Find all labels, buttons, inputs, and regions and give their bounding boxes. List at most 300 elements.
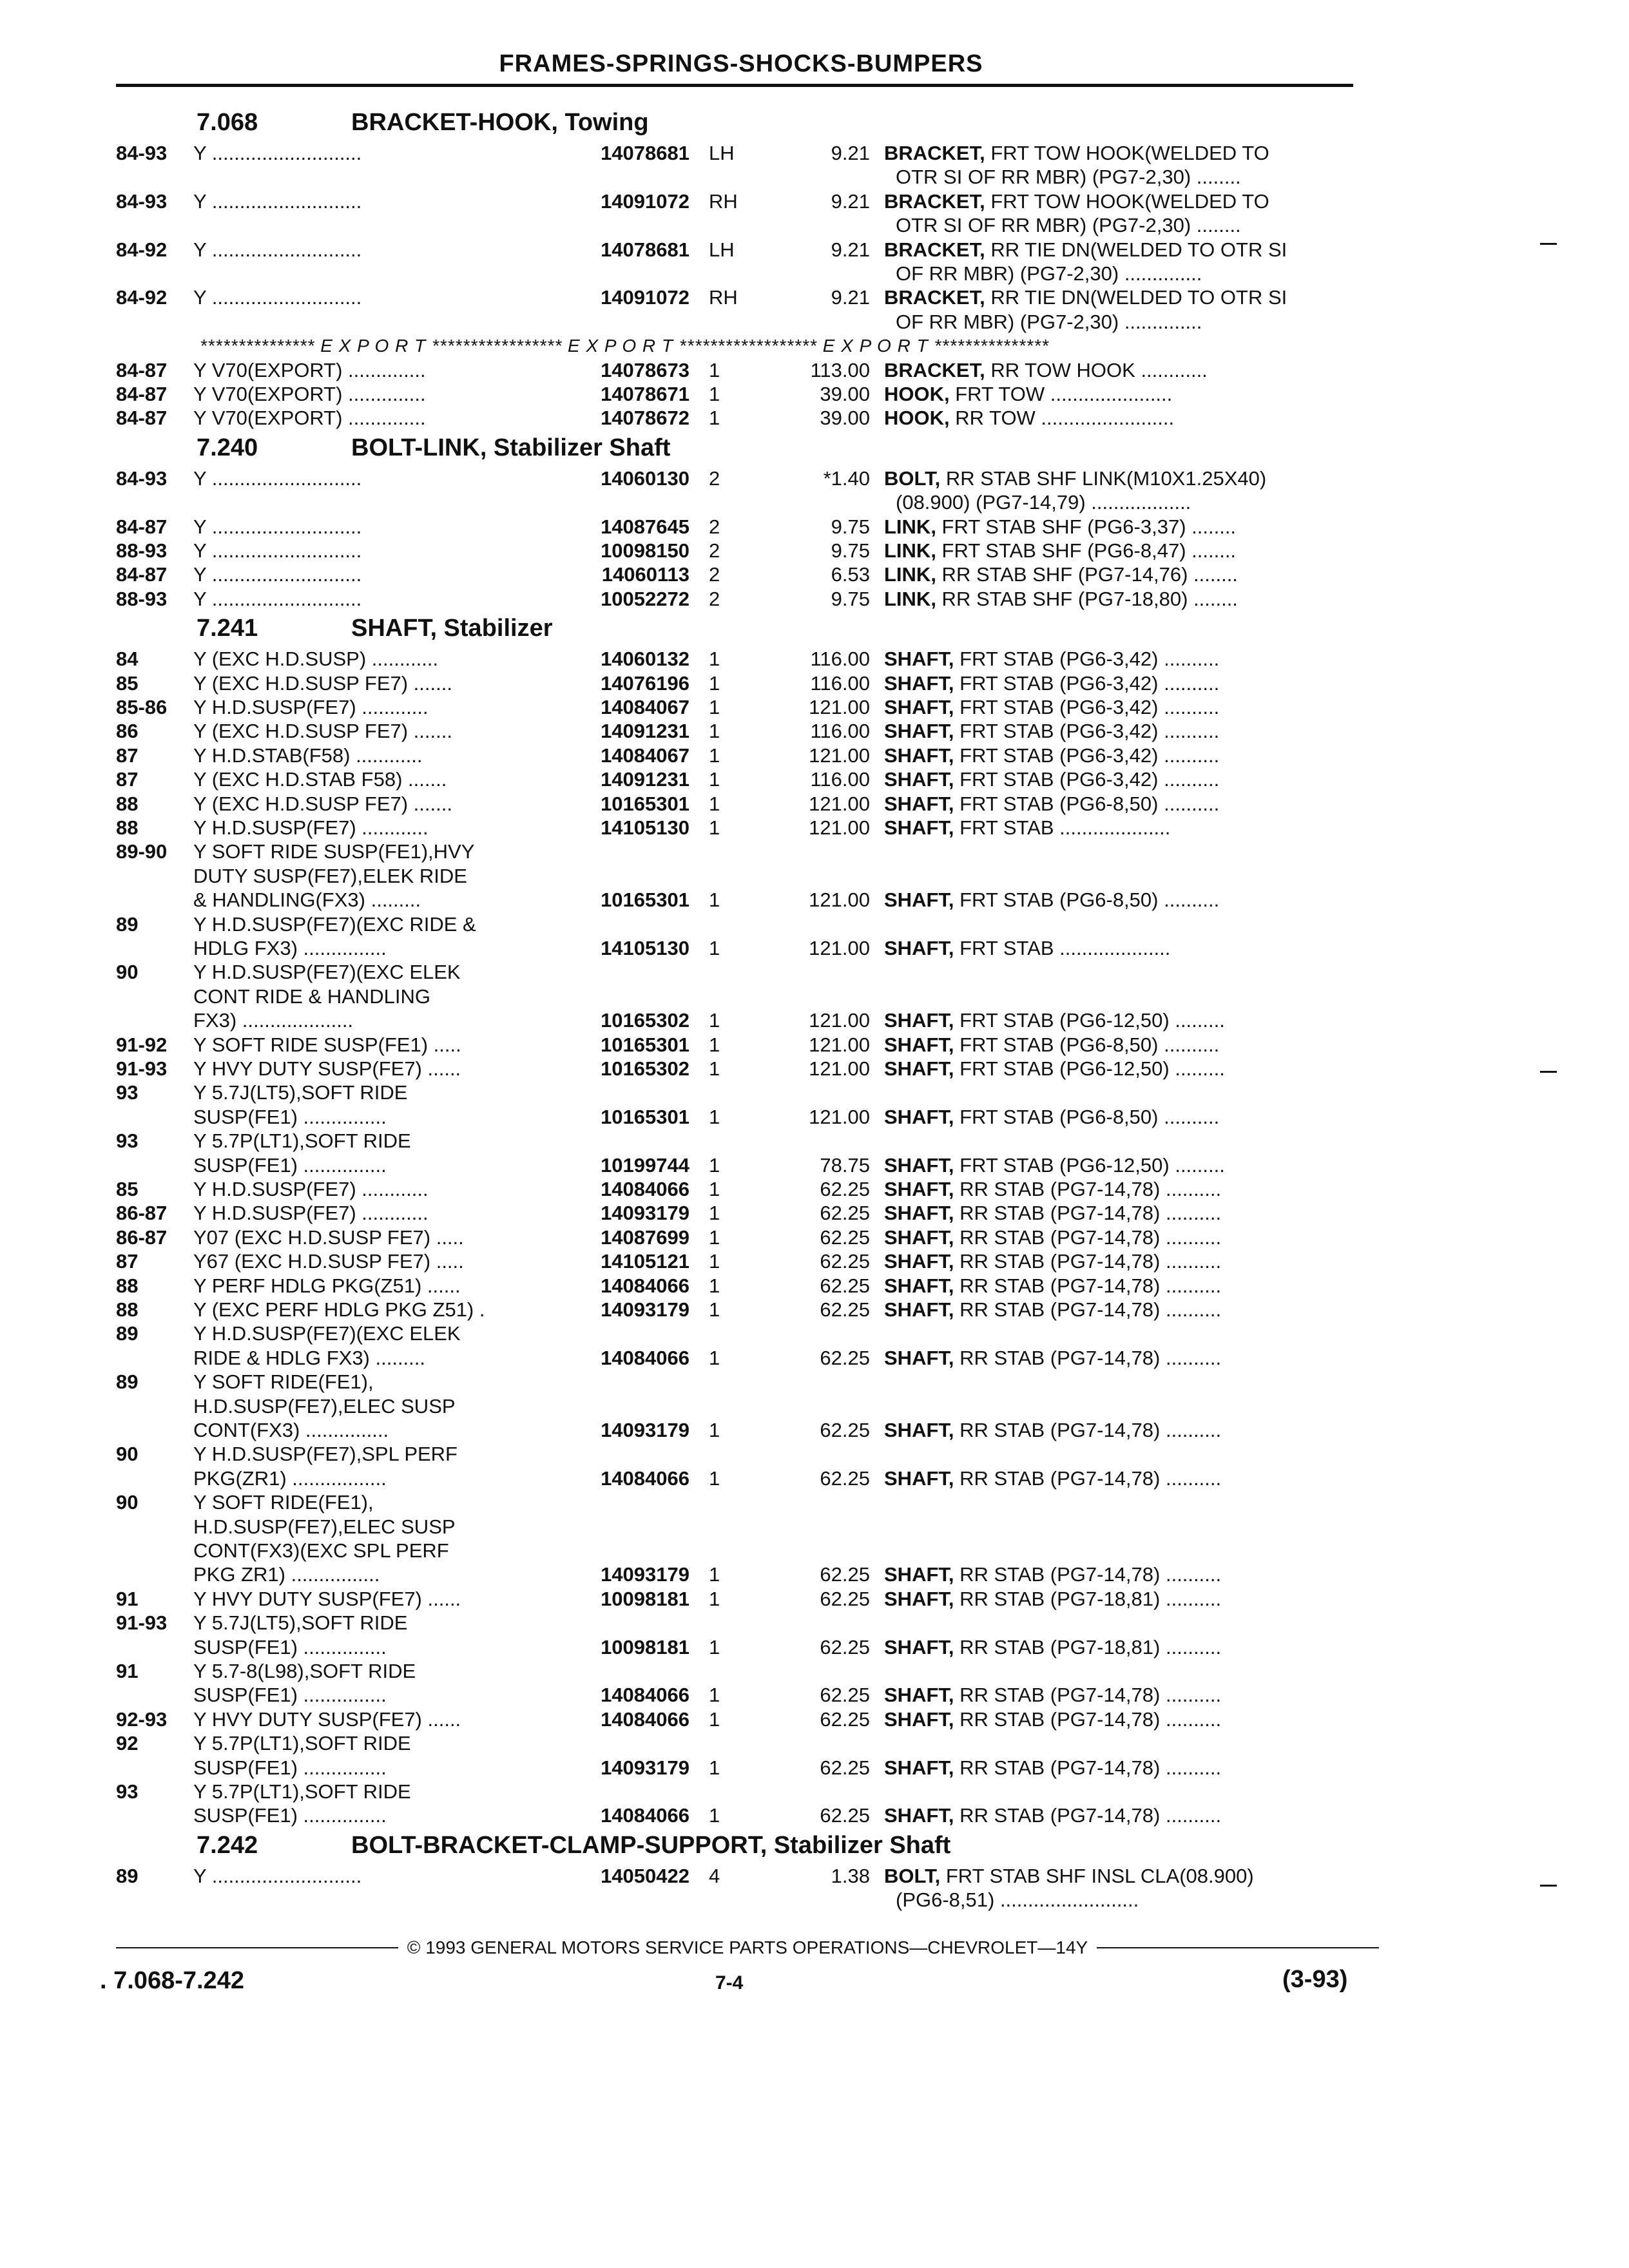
application: H.D.SUSP(FE7),ELEC SUSP [193, 1515, 456, 1538]
price: 9.21 [831, 142, 870, 164]
description [884, 538, 1236, 564]
price: 113.00 [810, 358, 870, 381]
price: 9.21 [831, 286, 870, 309]
application: Y 5.7P(LT1),SOFT RIDE [193, 1780, 411, 1803]
catalog-row [0, 959, 1629, 985]
catalog-row [0, 1056, 1629, 1082]
application: SUSP(FE1) ............... [193, 1153, 387, 1177]
application: Y SOFT RIDE SUSP(FE1),HVY [193, 840, 475, 863]
copyright-rule-right [1097, 1947, 1379, 1948]
page-number: 7-4 [715, 1972, 744, 1994]
application: SUSP(FE1) ............... [193, 1105, 387, 1128]
quantity: 1 [709, 1009, 720, 1032]
description-detail: RR TOW ........................ [949, 407, 1175, 430]
application: Y ........................... [193, 238, 362, 261]
quantity: 1 [709, 383, 720, 405]
description-noun: SHAFT, [884, 1707, 954, 1731]
price: 62.25 [820, 1298, 870, 1321]
description-detail: RR STAB (PG7-14,78) .......... [954, 1178, 1222, 1200]
catalog-row [0, 1418, 1629, 1443]
model-years: 89 [116, 1322, 139, 1345]
description-noun: LINK, [884, 587, 936, 610]
description-noun: SHAFT, [884, 1057, 954, 1080]
description [884, 213, 1241, 238]
price: 62.25 [820, 1466, 870, 1490]
application: Y H.D.STAB(F58) ............ [193, 744, 423, 767]
catalog-row [0, 887, 1629, 913]
description-detail: FRT STAB .................... [954, 937, 1171, 959]
description-detail: RR STAB SHF (PG7-14,76) ........ [936, 563, 1238, 586]
description-noun: SHAFT, [884, 792, 954, 815]
description-detail: FRT STAB SHF (PG6-3,37) ........ [936, 515, 1237, 538]
description-detail: RR STAB (PG7-14,78) .......... [954, 1225, 1222, 1249]
copyright-rule-left [116, 1947, 398, 1948]
price: 62.25 [820, 1684, 870, 1707]
part-number: 10098181 [601, 1587, 689, 1610]
description-detail: RR STAB (PG7-14,78) .......... [954, 1466, 1222, 1490]
model-years: 93 [116, 1780, 139, 1803]
price: 62.25 [820, 1635, 870, 1658]
description-noun: SHAFT, [884, 671, 954, 695]
quantity: 1 [709, 1298, 720, 1321]
application: Y H.D.SUSP(FE7),SPL PERF [193, 1443, 458, 1466]
catalog-row [0, 309, 1629, 335]
application: Y ........................... [193, 142, 362, 164]
catalog-row [0, 1466, 1629, 1492]
description-detail: FRT STAB .................... [954, 816, 1171, 839]
part-number: 14060130 [601, 466, 689, 490]
part-number: 14091072 [601, 286, 689, 309]
part-number: 14078672 [601, 407, 689, 430]
description-noun: LINK, [884, 515, 936, 538]
price: 62.25 [820, 1756, 870, 1779]
margin-tick [1540, 1885, 1557, 1887]
price: 9.21 [831, 189, 870, 213]
model-years: 91 [116, 1660, 139, 1682]
description-detail: FRT STAB (PG6-3,42) .......... [954, 648, 1220, 671]
description-noun: SHAFT, [884, 1563, 954, 1586]
quantity: LH [709, 142, 735, 164]
model-years: 84-87 [116, 358, 168, 381]
description-detail: RR STAB (PG7-14,78) .......... [954, 1346, 1222, 1369]
part-number: 14076196 [601, 671, 689, 695]
part-number: 14084067 [601, 696, 689, 718]
catalog-row [0, 1731, 1629, 1756]
description-noun: HOOK, [884, 407, 950, 430]
price: 62.25 [820, 1804, 870, 1827]
description [884, 405, 1174, 431]
description-noun: SHAFT, [884, 1202, 954, 1225]
description-detail: FRT STAB (PG6-8,50) .......... [954, 1033, 1220, 1056]
model-years: 87 [116, 1250, 139, 1273]
application: SUSP(FE1) ............... [193, 1804, 387, 1827]
catalog-row [0, 718, 1629, 744]
model-years: 84-93 [116, 189, 168, 213]
quantity: 1 [709, 1756, 720, 1779]
page-header: FRAMES-SPRINGS-SHOCKS-BUMPERS [499, 50, 983, 77]
description-detail: FRT STAB (PG6-3,42) .......... [954, 768, 1220, 791]
description-detail: (08.900) (PG7-14,79) .................. [896, 491, 1191, 514]
catalog-row [0, 1863, 1629, 1889]
description [884, 285, 1287, 311]
price: 121.00 [809, 889, 870, 912]
model-years: 91-93 [116, 1057, 168, 1080]
model-years: 91 [116, 1587, 139, 1610]
price: 39.00 [820, 383, 870, 405]
description-noun: SHAFT, [884, 696, 954, 718]
description-noun: SHAFT, [884, 1009, 954, 1032]
model-years: 91-93 [116, 1611, 168, 1635]
application: SUSP(FE1) ............... [193, 1684, 387, 1707]
part-number: 14087645 [601, 515, 689, 538]
export-divider [0, 333, 1629, 359]
catalog-row [0, 1369, 1629, 1395]
catalog-row [0, 358, 1629, 383]
quantity: 1 [709, 1105, 720, 1128]
description-detail: FRT TOW HOOK(WELDED TO [985, 142, 1269, 164]
application: Y 5.7P(LT1),SOFT RIDE [193, 1732, 411, 1755]
description [884, 646, 1219, 672]
price: 121.00 [809, 816, 870, 839]
section-heading [0, 1830, 1629, 1861]
price: 62.25 [820, 1587, 870, 1610]
price: 9.21 [831, 238, 870, 261]
description [884, 189, 1269, 215]
catalog-row [0, 1562, 1629, 1588]
description [884, 1249, 1221, 1274]
catalog-row [0, 1249, 1629, 1274]
description [884, 381, 1172, 407]
part-number: 10052272 [601, 587, 689, 610]
description [884, 562, 1238, 588]
application: Y 5.7J(LT5),SOFT RIDE [193, 1081, 408, 1104]
catalog-row [0, 1707, 1629, 1733]
description [884, 1586, 1221, 1612]
catalog-row [0, 237, 1629, 263]
description-noun: SHAFT, [884, 816, 954, 839]
section-number: 7.242 [197, 1831, 258, 1859]
application: Y V70(EXPORT) .............. [193, 407, 426, 430]
part-number: 14084066 [601, 1274, 689, 1297]
model-years: 86-87 [116, 1225, 168, 1249]
section-number: 7.068 [197, 109, 258, 136]
catalog-row [0, 538, 1629, 564]
price: 62.25 [820, 1563, 870, 1586]
catalog-row [0, 1394, 1629, 1419]
application: FX3) .................... [193, 1009, 354, 1032]
catalog-row [0, 562, 1629, 588]
description [884, 1887, 1139, 1913]
quantity: 1 [709, 889, 720, 912]
quantity: 1 [709, 358, 720, 381]
description-detail: FRT STAB (PG6-8,50) .......... [954, 792, 1220, 815]
part-number: 14091072 [601, 189, 689, 213]
description-noun: SHAFT, [884, 1587, 954, 1610]
catalog-row [0, 1779, 1629, 1805]
description [884, 767, 1219, 793]
quantity: 1 [709, 407, 720, 430]
description-noun: SHAFT, [884, 937, 954, 959]
description [884, 815, 1170, 841]
quantity: 2 [709, 466, 720, 490]
description [884, 514, 1236, 540]
description-detail: RR STAB (PG7-14,78) .......... [954, 1202, 1222, 1225]
catalog-row [0, 1321, 1629, 1347]
description [884, 466, 1266, 492]
application: Y H.D.SUSP(FE7) ............ [193, 696, 429, 718]
revision-date: (3-93) [1282, 1965, 1348, 1993]
part-number: 14084066 [601, 1707, 689, 1731]
description-noun: SHAFT, [884, 1419, 954, 1441]
catalog-row [0, 466, 1629, 492]
catalog-row [0, 1538, 1629, 1564]
part-number: 14093179 [601, 1298, 689, 1321]
catalog-row [0, 791, 1629, 817]
model-years: 89-90 [116, 840, 168, 863]
quantity: 1 [709, 1707, 720, 1731]
quantity: 1 [709, 1804, 720, 1827]
price: *1.40 [823, 466, 870, 490]
part-number: 14093179 [601, 1419, 689, 1441]
description-detail: OTR SI OF RR MBR) (PG7-2,30) ........ [896, 214, 1241, 237]
part-number: 10165302 [601, 1057, 689, 1080]
quantity: 1 [709, 937, 720, 959]
part-number: 10165301 [601, 1105, 689, 1128]
price: 121.00 [809, 1105, 870, 1128]
catalog-row [0, 1153, 1629, 1178]
application: Y 5.7P(LT1),SOFT RIDE [193, 1129, 411, 1153]
model-years: 90 [116, 961, 139, 984]
part-number: 14078671 [601, 383, 689, 405]
description-detail: OF RR MBR) (PG7-2,30) .............. [896, 310, 1202, 333]
price: 121.00 [809, 696, 870, 718]
price: 6.53 [831, 563, 870, 586]
model-years: 92 [116, 1732, 139, 1755]
description-noun: SHAFT, [884, 744, 954, 767]
catalog-row [0, 1177, 1629, 1202]
catalog-row [0, 743, 1629, 769]
description-noun: SHAFT, [884, 1635, 954, 1658]
catalog-row [0, 1803, 1629, 1829]
description-detail: RR STAB SHF (PG7-18,80) ........ [936, 587, 1238, 610]
description [884, 1803, 1221, 1829]
part-number: 14060113 [601, 563, 689, 586]
description-detail: RR STAB (PG7-14,78) .......... [954, 1804, 1222, 1827]
description-noun: SHAFT, [884, 1756, 954, 1779]
price: 116.00 [810, 671, 870, 695]
catalog-row [0, 1345, 1629, 1371]
catalog-row [0, 1635, 1629, 1660]
application: SUSP(FE1) ............... [193, 1756, 387, 1779]
description-noun: SHAFT, [884, 1225, 954, 1249]
section-title: BOLT-LINK, Stabilizer Shaft [351, 434, 671, 461]
description [884, 791, 1219, 817]
price: 121.00 [809, 744, 870, 767]
section-heading [0, 107, 1629, 138]
quantity: 2 [709, 587, 720, 610]
part-number: 14084066 [601, 1178, 689, 1200]
application: CONT RIDE & HANDLING [193, 985, 431, 1008]
part-number: 14091231 [601, 768, 689, 791]
application: HDLG FX3) ............... [193, 937, 387, 959]
description-noun: SHAFT, [884, 1466, 954, 1490]
part-number: 14091231 [601, 720, 689, 743]
model-years: 93 [116, 1129, 139, 1153]
model-years: 84-92 [116, 238, 168, 261]
model-years: 89 [116, 912, 139, 936]
description [884, 1562, 1221, 1588]
price: 62.25 [820, 1202, 870, 1225]
price: 9.75 [831, 539, 870, 562]
quantity: 1 [709, 1419, 720, 1441]
description [884, 1863, 1254, 1889]
quantity: 1 [709, 792, 720, 815]
description [884, 718, 1219, 744]
catalog-row [0, 1658, 1629, 1684]
description-detail: (PG6-8,51) ......................... [896, 1888, 1139, 1912]
description-noun: BOLT, [884, 1864, 941, 1887]
description-noun: SHAFT, [884, 1153, 954, 1177]
description [884, 140, 1269, 166]
part-number: 14084066 [601, 1346, 689, 1369]
part-number: 10165301 [601, 889, 689, 912]
model-years: 92-93 [116, 1707, 168, 1731]
catalog-row [0, 912, 1629, 937]
model-years: 84-87 [116, 563, 168, 586]
catalog-row [0, 863, 1629, 889]
description [884, 1755, 1221, 1781]
catalog-row [0, 1586, 1629, 1612]
description [884, 358, 1208, 383]
quantity: 1 [709, 648, 720, 671]
catalog-row [0, 164, 1629, 190]
description-noun: SHAFT, [884, 1250, 954, 1273]
catalog-row [0, 695, 1629, 720]
description-detail: RR STAB SHF LINK(M10X1.25X40) [940, 466, 1267, 490]
application: Y ........................... [193, 539, 362, 562]
model-years: 93 [116, 1081, 139, 1104]
application: Y V70(EXPORT) .............. [193, 383, 426, 405]
catalog-row [0, 1490, 1629, 1515]
part-number: 10098150 [601, 539, 689, 562]
description-detail: FRT STAB SHF (PG6-8,47) ........ [936, 539, 1237, 562]
description [884, 936, 1170, 961]
application: Y H.D.SUSP(FE7)(EXC ELEK [193, 961, 461, 984]
application: Y H.D.SUSP(FE7) ............ [193, 1202, 429, 1225]
description-noun: SHAFT, [884, 1804, 954, 1827]
application: Y H.D.SUSP(FE7) ............ [193, 1178, 429, 1200]
price: 62.25 [820, 1419, 870, 1441]
description [884, 586, 1238, 612]
part-number: 14105121 [601, 1250, 689, 1273]
price: 62.25 [820, 1274, 870, 1297]
model-years: 88 [116, 1298, 139, 1321]
catalog-row [0, 1104, 1629, 1130]
catalog-row [0, 1008, 1629, 1033]
description-detail: RR STAB (PG7-14,78) .......... [954, 1274, 1222, 1297]
description [884, 695, 1219, 720]
description-detail: FRT STAB (PG6-3,42) .......... [954, 696, 1220, 718]
description-detail: FRT STAB (PG6-3,42) .......... [954, 671, 1220, 695]
description [884, 1200, 1221, 1226]
application: Y (EXC H.D.SUSP) ............ [193, 648, 439, 671]
description-noun: LINK, [884, 539, 936, 562]
catalog-row [0, 984, 1629, 1010]
price: 116.00 [810, 768, 870, 791]
model-years: 84-92 [116, 286, 168, 309]
price: 62.25 [820, 1178, 870, 1200]
description [884, 1707, 1221, 1733]
part-number: 14093179 [601, 1202, 689, 1225]
model-years: 86 [116, 720, 139, 743]
quantity: 1 [709, 744, 720, 767]
quantity: 1 [709, 1684, 720, 1707]
part-number: 10165302 [601, 1009, 689, 1032]
quantity: 1 [709, 1587, 720, 1610]
price: 62.25 [820, 1225, 870, 1249]
model-years: 84-87 [116, 407, 168, 430]
price: 62.25 [820, 1346, 870, 1369]
application: Y07 (EXC H.D.SUSP FE7) ..... [193, 1225, 464, 1249]
part-number: 14087699 [601, 1225, 689, 1249]
description-detail: RR STAB (PG7-14,78) .......... [954, 1756, 1222, 1779]
part-number: 14105130 [601, 816, 689, 839]
model-years: 87 [116, 768, 139, 791]
part-number: 14078681 [601, 238, 689, 261]
catalog-row [0, 936, 1629, 961]
description [884, 1418, 1221, 1443]
price: 9.75 [831, 515, 870, 538]
description-detail: OTR SI OF RR MBR) (PG7-2,30) ........ [896, 166, 1241, 189]
description [884, 1032, 1219, 1058]
description-noun: SHAFT, [884, 648, 954, 671]
description-detail: RR STAB (PG7-14,78) .......... [954, 1684, 1222, 1707]
description-noun: SHAFT, [884, 1033, 954, 1056]
model-years: 88-93 [116, 587, 168, 610]
catalog-row [0, 261, 1629, 287]
model-years: 84-87 [116, 383, 168, 405]
description-noun: SHAFT, [884, 1684, 954, 1707]
description-noun: LINK, [884, 563, 936, 586]
margin-tick [1540, 243, 1557, 245]
catalog-row [0, 189, 1629, 215]
part-number: 14093179 [601, 1563, 689, 1586]
application: Y 5.7-8(L98),SOFT RIDE [193, 1660, 416, 1682]
quantity: 1 [709, 1274, 720, 1297]
application: Y SOFT RIDE(FE1), [193, 1370, 374, 1394]
application: Y HVY DUTY SUSP(FE7) ...... [193, 1057, 461, 1080]
quantity: 1 [709, 1225, 720, 1249]
description [884, 1466, 1221, 1492]
description [884, 1682, 1221, 1708]
price: 121.00 [809, 937, 870, 959]
description-noun: BRACKET, [884, 238, 985, 261]
catalog-row [0, 1032, 1629, 1058]
price: 116.00 [810, 720, 870, 743]
application: Y ........................... [193, 189, 362, 213]
price: 121.00 [809, 1057, 870, 1080]
part-number: 14105130 [601, 937, 689, 959]
section-heading [0, 613, 1629, 644]
model-years: 88 [116, 816, 139, 839]
application: Y SOFT RIDE(FE1), [193, 1491, 374, 1514]
description-detail: RR TIE DN(WELDED TO OTR SI [985, 238, 1287, 261]
description-detail: RR STAB (PG7-14,78) .......... [954, 1707, 1222, 1731]
section-title: BRACKET-HOOK, Towing [351, 109, 649, 136]
description-noun: BOLT, [884, 466, 941, 490]
section-title: SHAFT, Stabilizer [351, 615, 553, 642]
part-number: 10199744 [601, 1153, 689, 1177]
